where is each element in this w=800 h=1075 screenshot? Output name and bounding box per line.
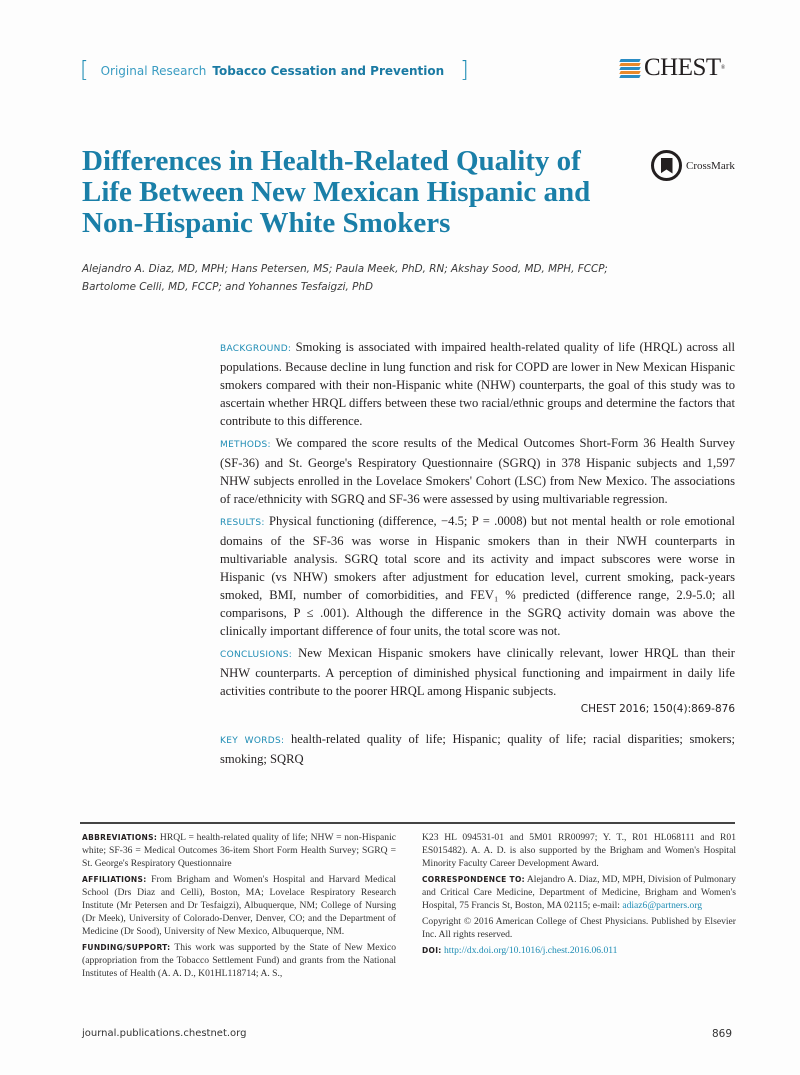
funding-text: This work was supported by the State of New Mexico (appropriation from the Tobacco Settlement Fund) and grants from the National Institutes of Health (A. A. D., K01HL118714; A. S., (82, 942, 396, 979)
conclusions-text: New Mexican Hispanic smokers have clinically relevant, lower HRQL than their NHW counterparts. A perception of diminished physical functioning and impairment in daily life activities contribute to the poorer HRQL among Hispanic subjects. (220, 646, 735, 698)
crossmark-label: CrossMark (686, 159, 735, 172)
section-type: Original Research (100, 64, 207, 78)
correspondence-text: Alejandro A. Diaz, MD, MPH, Division of Pulmonary and Critical Care Medicine, Department of Medicine, Brigham and Women's Hospital, 75 Francis St, Boston, MA 02115; e-mail: (422, 874, 736, 911)
logo-text: CHEST (644, 54, 721, 81)
keywords-label: KEY WORDS: (220, 736, 285, 746)
section-header (80, 58, 469, 84)
keywords-text: health-related quality of life; Hispanic; quality of life; racial disparities; smokers; smoking; SQRQ (220, 732, 735, 766)
email-link[interactable]: adiaz6@partners.org (622, 900, 703, 911)
authors-line-2: Bartolome Celli, MD, FCCP; and Yohannes Tesfaigzi, PhD (82, 281, 373, 293)
affiliations (82, 873, 396, 938)
methods-label: METHODS: (220, 440, 271, 450)
left-bracket: [ (80, 58, 89, 83)
funding (82, 941, 396, 980)
logo-trademark: ® (720, 65, 726, 71)
footnotes-left-column (82, 831, 396, 983)
abstract (220, 338, 735, 772)
section-topic: Tobacco Cessation and Prevention (212, 64, 445, 78)
crossmark-button[interactable] (651, 150, 735, 181)
results-label: RESULTS: (220, 518, 265, 528)
abstract-results (220, 512, 735, 640)
abstract-background (220, 338, 735, 430)
abstract-keywords (220, 730, 735, 768)
crossmark-icon (651, 150, 682, 181)
chest-logo (620, 54, 725, 82)
abstract-methods (220, 434, 735, 508)
abstract-conclusions (220, 644, 735, 700)
author-list (82, 260, 702, 296)
copyright: Copyright © 2016 American College of Chest Physicians. Published by Elsevier Inc. All rights reserved. (422, 916, 736, 940)
funding-label: FUNDING/SUPPORT: (82, 943, 171, 952)
background-label: BACKGROUND: (220, 344, 292, 354)
doi (422, 944, 736, 957)
footnote-divider (80, 822, 735, 824)
funding-continued: K23 HL 094531-01 and 5M01 RR00997; Y. T., R01 HL068111 and R01 ES015482). A. A. D. is also supported by the Brigham and Women's Hospital Minority Faculty Career Development Award. (422, 832, 736, 869)
results-text: Physical functioning (difference, −4.5; P = .0008) but not mental health or role emotional domains of the SF-36 was worse in Hispanic smokers than in their NWH counterparts in multivariable analysis. SGRQ total score and its activity and impact subscores were worse in Hispanic (vs NHW) smokers after adjustment for education level, current smoking, pack-years smoked, BMI, number of comorbidities, and FEV₁ % predicted (difference range, 2.9-5.0; all comparisons, P ≤ .001). Although the difference in the SGRQ activity domain was above the clinically important difference of four units, the total score was not. (220, 514, 735, 638)
journal-url[interactable]: journal.publications.chestnet.org (82, 1028, 247, 1039)
conclusions-label: CONCLUSIONS: (220, 650, 293, 660)
affiliations-text: From Brigham and Women's Hospital and Harvard Medical School (Drs Diaz and Celli), Boston, MA; Lovelace Respiratory Research Institute (Mr Petersen and Dr Tesfaigzi), Albuquerque, NM; College of Nursing (Dr Meek), University of Colorado-Denver, Denver, CO; and the Department of Medicine (Dr Sood), University of New Mexico, Albuquerque, NM. (82, 874, 396, 937)
methods-text: We compared the score results of the Medical Outcomes Short-Form 36 Health Survey (SF-36) and St. George's Respiratory Questionnaire (SGRQ) in 378 Hispanic subjects and 1,597 NHW subjects enrolled in the Lovelace Smokers' Cohort (LSC) from New Mexico. The associations of race/ethnicity with SGRQ and SF-36 were assessed by using multivariable regression. (220, 436, 735, 506)
page-number: 869 (712, 1028, 733, 1040)
background-text: Smoking is associated with impaired health-related quality of life (HRQL) across all populations. Because decline in lung function and risk for COPD are lower in New Mexican Hispanic smokers compared with their non-Hispanic white (NHW) counterparts, the goal of this study was to ascertain whether HRQL differs between these two racial/ethnic groups and determine the factors that contribute to this difference. (220, 340, 735, 428)
affiliations-label: AFFILIATIONS: (82, 875, 147, 884)
abbreviations (82, 831, 396, 870)
doi-label: DOI: (422, 946, 442, 955)
abbreviations-text: HRQL = health-related quality of life; NHW = non-Hispanic white; SF-36 = Medical Outcomes 36-item Short Form Health Survey; SGRQ = St. George's Respiratory Questionnaire (82, 832, 396, 869)
authors-line-1: Alejandro A. Diaz, MD, MPH; Hans Petersen, MS; Paula Meek, PhD, RN; Akshay Sood, MD, MPH, FCCP; (82, 263, 608, 275)
footnotes-right-column (422, 831, 736, 960)
doi-link[interactable]: http://dx.doi.org/10.1016/j.chest.2016.06.011 (444, 945, 618, 956)
chest-logo-icon (620, 57, 642, 79)
article-title: Differences in Health-Related Quality of Life Between New Mexican Hispanic and Non-Hispanic White Smokers (82, 145, 591, 239)
citation: CHEST 2016; 150(4):869-876 (580, 703, 735, 715)
correspondence-label: CORRESPONDENCE TO: (422, 875, 525, 884)
correspondence (422, 873, 736, 912)
abbreviations-label: ABBREVIATIONS: (82, 833, 158, 842)
right-bracket: ] (460, 58, 469, 83)
